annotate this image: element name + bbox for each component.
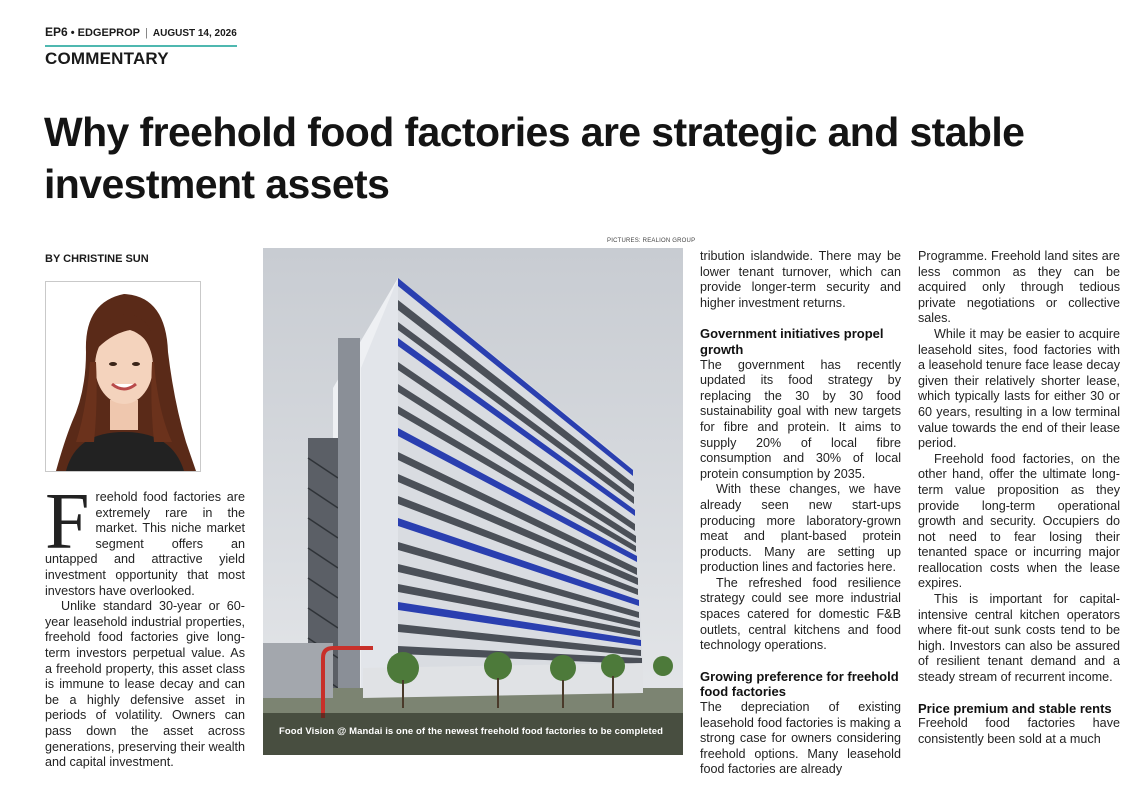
building-photo	[263, 248, 683, 755]
author-portrait	[45, 281, 201, 472]
article-column-1	[45, 478, 245, 771]
paragraph: Programme. Freehold land sites are less common as they can be acquired only through tedious private negotiations or collective sales.	[918, 249, 1120, 326]
brand-name: EDGEPROP	[77, 27, 141, 39]
building-illustration	[263, 248, 683, 755]
drop-cap: F	[45, 478, 90, 566]
headline: Why freehold food factories are strategic and stable investment assets	[44, 109, 1025, 207]
brand-dot: •	[67, 27, 78, 39]
subheading: Government initiatives propel growth	[700, 326, 884, 357]
paragraph: Freehold food factories have consistently been sold at a much	[918, 716, 1120, 746]
intro-paragraph	[45, 478, 245, 599]
subheading: Price premium and stable rents	[918, 700, 1112, 716]
masthead	[45, 24, 237, 47]
page-number: EP6	[45, 25, 68, 39]
subheading: Growing preference for freehold food factories	[700, 668, 899, 700]
photo-credit: PICTURES: REALION GROUP	[607, 238, 696, 244]
byline: BY CHRISTINE SUN	[45, 253, 149, 265]
portrait-illustration	[46, 282, 200, 471]
issue-date: AUGUST 14, 2026	[152, 28, 237, 39]
section-label: COMMENTARY	[45, 49, 169, 68]
spacer	[918, 686, 1120, 701]
paragraph: The government has recently updated its food strategy by replacing the 30 by 30 food sustainability goal with new targets for fibre and protein. It aims to supply 20% of local fibre consumption and 30% of local protein consumption by 2035.	[700, 357, 901, 481]
paragraph: The refreshed food resilience strategy could see more industrial spaces catered for domestic F&B outlets, central kitchens and food technology operations.	[700, 575, 901, 653]
article-column-3	[918, 249, 1120, 747]
paragraph: Unlike standard 30-year or 60-year leasehold industrial properties, freehold food factories give long-term investors perpetual value. As a freehold property, this asset class is immune to lease decay and can be a highly defensive asset in periods of volatility. Owners can pass down the asset across generations, preserving their wealth and capital investment.	[45, 599, 245, 770]
paragraph: This is important for capital-intensive central kitchen operators where fit-out sunk costs tend to be high. Investors can also be assured of resilient tenant demand and a steady stream of recurrent income.	[918, 592, 1120, 685]
header-separator: |	[145, 27, 148, 39]
paragraph: With these changes, we have already seen new start-ups producing more laboratory-grown meat and plant-based protein products. Many are setting up production lines and factories here.	[700, 482, 901, 575]
spacer	[700, 654, 901, 669]
paragraph: The depreciation of existing leasehold food factories is making a strong case for owners considering freehold options. Many leasehold food factories are already	[700, 700, 901, 777]
photo-caption: Food Vision @ Mandai is one of the newest freehold food factories to be completed	[279, 726, 664, 737]
article-column-2	[700, 249, 901, 778]
paragraph: Freehold food factories, on the other hand, offer the ultimate long-term value proposition as they provide long-term operational growth and security. Occupiers do not need to fear losing their tenanted space or incurring major reallocation costs when the lease expires.	[918, 451, 1120, 591]
spacer	[700, 311, 901, 326]
paragraph: While it may be easier to acquire leasehold sites, food factories with a leasehold tenure face lease decay given their relatively shorter lease, which typically lasts for either 30 or 60 years, resulting in a low terminal value towards the end of their lease period.	[918, 326, 1120, 451]
intro-text: reehold food factories are extremely rare in the market. This niche market segment offers an untapped and attractive yield investment opportunity that most investors have overlooked.	[45, 490, 245, 598]
paragraph: tribution islandwide. There may be lower tenant turnover, which can provide longer-term security and higher investment returns.	[700, 249, 901, 310]
